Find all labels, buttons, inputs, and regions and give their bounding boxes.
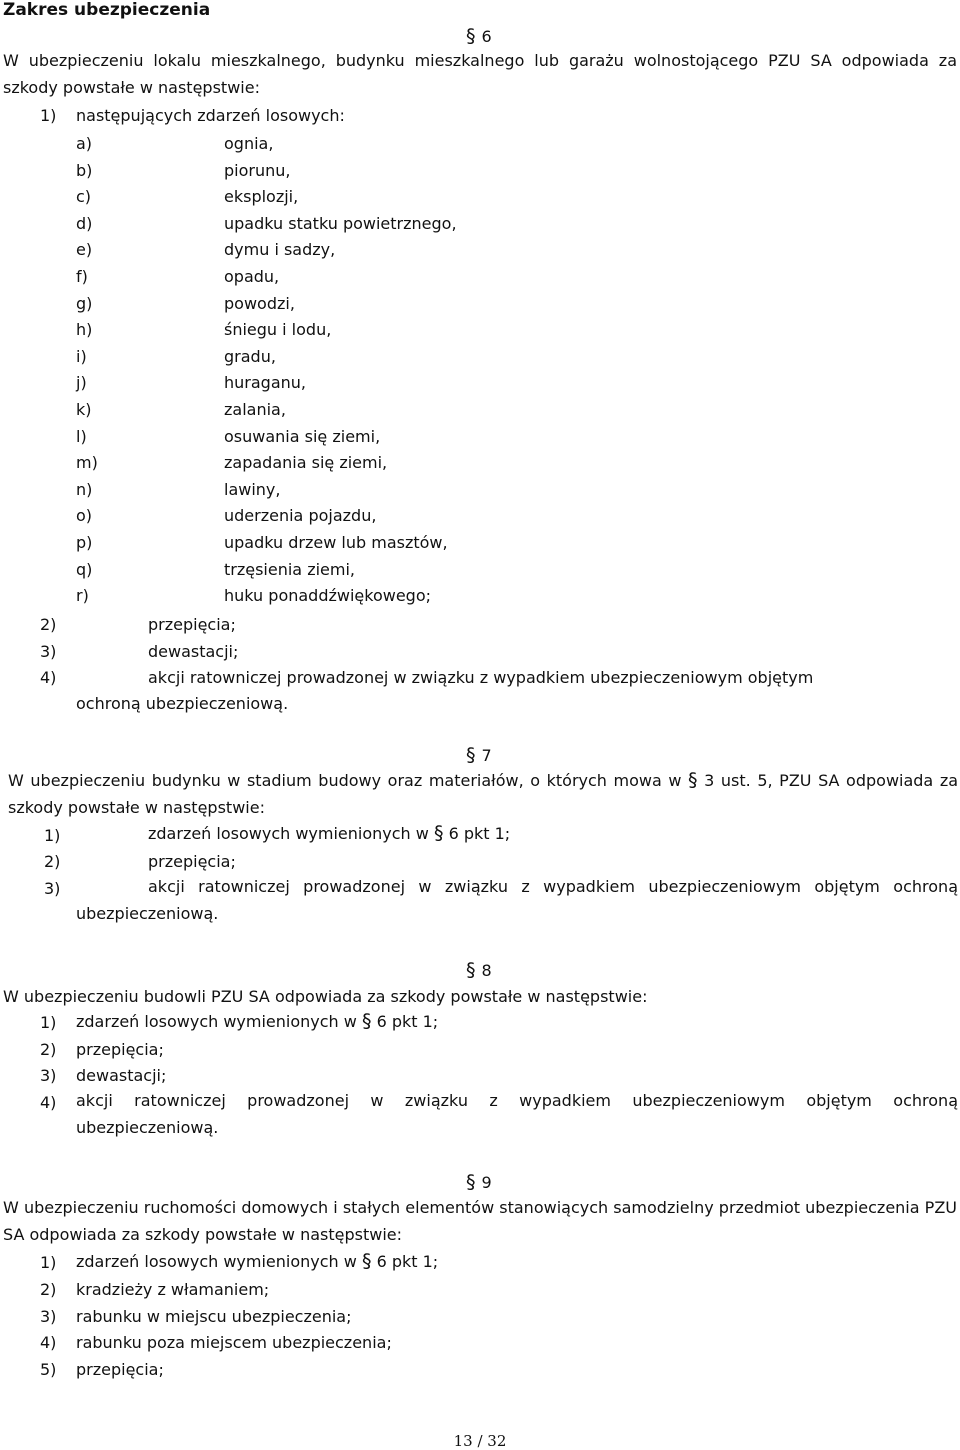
sublist-item: opadu, bbox=[224, 267, 280, 286]
list-item-text: rabunku poza miejscem ubezpieczenia; bbox=[76, 1333, 392, 1353]
item-text: zdarzeń losowych wymienionych w bbox=[76, 1252, 357, 1271]
sublist-item: trzęsienia ziemi, bbox=[224, 559, 355, 579]
section-symbol: § bbox=[433, 822, 444, 844]
list-item-text: akcji ratowniczej prowadzonej w związku z wypadkiem ubezpieczeniowym objętym ochroną ubezpieczeniową. bbox=[76, 877, 958, 923]
list-number: 1) bbox=[40, 1253, 57, 1272]
list-item-text: dewastacji; bbox=[148, 641, 239, 661]
sublist-letter: l) bbox=[76, 426, 87, 446]
sublist-letter: m) bbox=[76, 453, 98, 473]
section-number: 6 bbox=[481, 27, 492, 46]
list-item-text: rabunku w miejscu ubezpieczenia; bbox=[76, 1306, 352, 1326]
sublist-item: ognia, bbox=[224, 134, 274, 153]
section-9-intro: W ubezpieczeniu ruchomości domowych i stałych elementów stanowiących samodzielny przedmiot ubezpieczenia PZU SA odpowiada za szkody powstałe w następstwie: bbox=[3, 1198, 957, 1244]
item-text: 6 pkt 1; bbox=[376, 1252, 439, 1271]
list-number: 4) bbox=[40, 668, 57, 688]
list-item-text: kradzieży z włamaniem; bbox=[76, 1280, 270, 1299]
sublist-letter: c) bbox=[76, 187, 92, 207]
list-item-text: akcji ratowniczej prowadzonej w związku z wypadkiem ubezpieczeniowym objętym bbox=[148, 668, 814, 688]
sublist-item: piorunu, bbox=[224, 160, 291, 180]
sublist-letter: d) bbox=[76, 213, 93, 233]
list-number: 4) bbox=[40, 1093, 57, 1112]
page-number: 13 / 32 bbox=[453, 1432, 507, 1450]
sublist-letter: q) bbox=[76, 559, 93, 579]
list-item-text: dewastacji; bbox=[76, 1066, 167, 1085]
sublist-item: lawiny, bbox=[224, 479, 281, 499]
sublist-letter: b) bbox=[76, 160, 93, 180]
sublist-letter: i) bbox=[76, 346, 87, 366]
sublist-letter: g) bbox=[76, 293, 93, 313]
list-item-text: akcji ratowniczej prowadzonej w związku z wypadkiem ubezpieczeniowym objętym ochroną ubezpieczeniową. bbox=[76, 1091, 958, 1137]
sublist-letter: p) bbox=[76, 533, 93, 552]
section-symbol: § bbox=[466, 744, 476, 766]
list-item-text: przepięcia; bbox=[148, 615, 236, 634]
sublist-letter: e) bbox=[76, 240, 93, 260]
item-text: zdarzeń losowych wymienionych w bbox=[76, 1012, 357, 1031]
list-number: 4) bbox=[40, 1333, 57, 1353]
sublist-item: eksplozji, bbox=[224, 187, 299, 207]
intro-text: W ubezpieczeniu budynku w stadium budowy oraz materiałów, o których mowa w bbox=[8, 771, 682, 790]
list-number: 1) bbox=[40, 1013, 57, 1032]
sublist-letter: j) bbox=[76, 373, 87, 393]
list-item-text: następujących zdarzeń losowych: bbox=[76, 106, 345, 125]
list-item-continuation: ochroną ubezpieczeniową. bbox=[76, 694, 289, 713]
item-text: 6 pkt 1; bbox=[376, 1012, 439, 1031]
sublist-letter: a) bbox=[76, 134, 93, 153]
section-symbol: § bbox=[361, 1250, 372, 1272]
page-title: Zakres ubezpieczenia bbox=[3, 0, 211, 20]
list-number: 3) bbox=[40, 1306, 57, 1326]
list-item-text bbox=[76, 1251, 438, 1272]
intro-text: 3 ust. 5, PZU SA odpowiada za szkody powstałe w następstwie: bbox=[8, 771, 959, 817]
section-9-heading bbox=[466, 1172, 492, 1193]
sublist-item: osuwania się ziemi, bbox=[224, 426, 381, 446]
list-number: 2) bbox=[40, 1040, 57, 1059]
section-symbol: § bbox=[466, 1171, 476, 1193]
section-8-heading bbox=[466, 960, 492, 981]
list-item-text: przepięcia; bbox=[76, 1040, 164, 1059]
sublist-item: huku ponaddźwiękowego; bbox=[224, 586, 432, 606]
section-symbol: § bbox=[466, 959, 476, 981]
sublist-item: gradu, bbox=[224, 346, 276, 366]
section-number: 8 bbox=[481, 961, 492, 980]
sublist-item: zapadania się ziemi, bbox=[224, 453, 388, 473]
sublist-item: dymu i sadzy, bbox=[224, 240, 336, 260]
list-number: 3) bbox=[44, 879, 61, 898]
sublist-item: upadku statku powietrznego, bbox=[224, 213, 457, 233]
sublist-letter: r) bbox=[76, 586, 89, 606]
sublist-letter: n) bbox=[76, 479, 93, 499]
list-item-text: przepięcia; bbox=[148, 852, 236, 871]
section-8-intro: W ubezpieczeniu budowli PZU SA odpowiada za szkody powstałe w następstwie: bbox=[3, 987, 648, 1006]
list-number: 1) bbox=[44, 826, 61, 845]
list-item-text bbox=[76, 1011, 438, 1032]
list-item-text bbox=[148, 823, 510, 844]
list-number: 3) bbox=[40, 641, 57, 661]
section-symbol: § bbox=[688, 769, 698, 791]
sublist-letter: k) bbox=[76, 400, 92, 419]
sublist-item: huraganu, bbox=[224, 373, 306, 393]
sublist-letter: f) bbox=[76, 267, 88, 286]
list-number: 1) bbox=[40, 106, 57, 125]
section-symbol: § bbox=[466, 25, 476, 47]
sublist-item: śniegu i lodu, bbox=[224, 320, 332, 340]
sublist-item: upadku drzew lub masztów, bbox=[224, 533, 448, 552]
sublist-item: uderzenia pojazdu, bbox=[224, 506, 377, 526]
section-number: 9 bbox=[481, 1173, 492, 1192]
sublist-item: zalania, bbox=[224, 400, 286, 419]
section-symbol: § bbox=[361, 1010, 372, 1032]
list-number: 3) bbox=[40, 1066, 57, 1085]
sublist-letter: o) bbox=[76, 506, 93, 526]
item-text: zdarzeń losowych wymienionych w bbox=[148, 824, 429, 843]
section-6-intro: W ubezpieczeniu lokalu mieszkalnego, budynku mieszkalnego lub garażu wolnostojącego PZU SA odpowiada za szkody powstałe w następstwie: bbox=[3, 51, 957, 97]
sublist-letter: h) bbox=[76, 320, 93, 340]
sublist-item: powodzi, bbox=[224, 293, 295, 313]
list-number: 5) bbox=[40, 1359, 57, 1379]
item-text: 6 pkt 1; bbox=[448, 824, 511, 843]
section-7-intro bbox=[8, 767, 958, 821]
section-6-heading bbox=[466, 26, 492, 47]
section-7-heading bbox=[466, 745, 492, 766]
list-number: 2) bbox=[40, 1280, 57, 1299]
list-number: 2) bbox=[40, 615, 57, 634]
list-number: 2) bbox=[44, 852, 61, 871]
list-item-text: przepięcia; bbox=[76, 1359, 164, 1379]
section-number: 7 bbox=[481, 746, 492, 765]
